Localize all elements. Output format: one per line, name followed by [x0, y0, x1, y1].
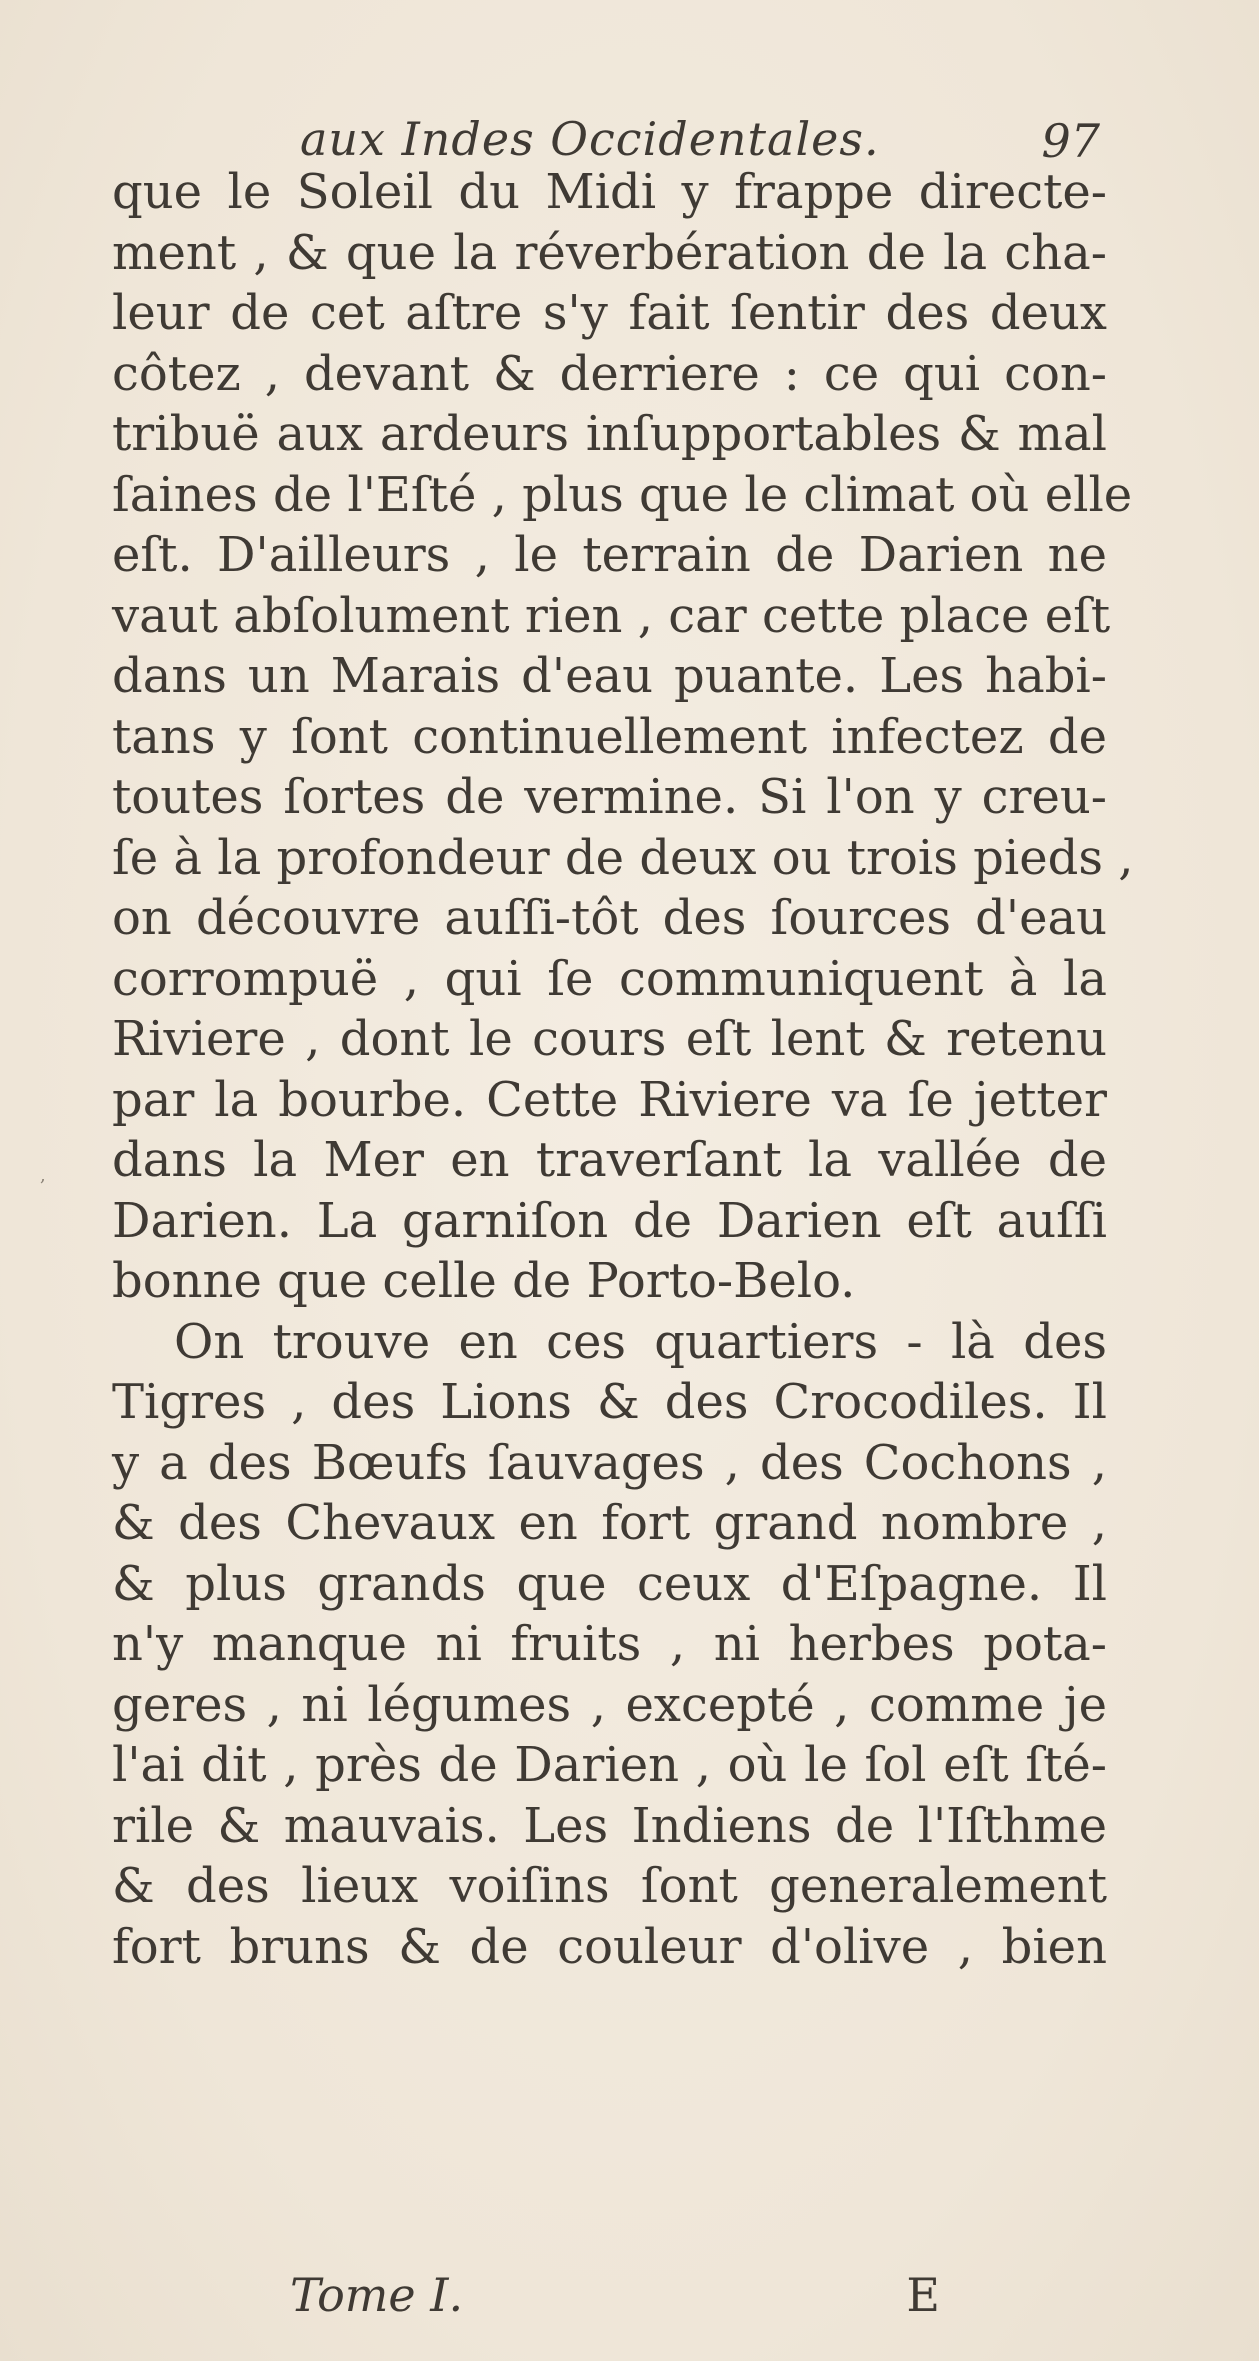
running-head: aux Indes Occidentales.: [300, 112, 880, 166]
text-line: & plus grands que ceux d'Eſpagne. Il: [112, 1555, 1107, 1612]
text-line: n'y manque ni fruits , ni herbes pota-: [112, 1616, 1107, 1672]
text-line: que le Soleil du Midi y frappe directe-: [112, 164, 1107, 220]
page-number: 97: [1041, 114, 1100, 168]
text-line: Riviere , dont le cours eſt lent & retenu: [112, 1011, 1107, 1067]
text-line: l'ai dit , près de Darien , où le ſol eſt ſté-: [112, 1737, 1107, 1793]
text-line: dans la Mer en traverſant la vallée de: [112, 1132, 1107, 1188]
text-line: geres , ni légumes , excepté , comme je: [112, 1676, 1107, 1733]
text-line: ſaines de l'Eſté , plus que le climat où elle: [112, 466, 1133, 523]
text-line: & des lieux voiſins ſont generalement: [112, 1858, 1107, 1914]
margin-mark: ,: [40, 1165, 46, 1186]
text-line: rile & mauvais. Les Indiens de l'Iſthme: [112, 1797, 1107, 1854]
text-line: eſt. D'ailleurs , le terrain de Darien ne: [112, 527, 1107, 583]
text-line: Darien. La garniſon de Darien eſt auſſi: [112, 1192, 1107, 1249]
text-line: par la bourbe. Cette Riviere va ſe jetter: [112, 1071, 1107, 1128]
text-line: vaut abſolument rien , car cette place eſt: [112, 587, 1111, 644]
text-line: corrompuë , qui ſe communiquent à la: [112, 950, 1107, 1007]
signature-mark: E: [906, 2268, 940, 2322]
text-line: fort bruns & de couleur d'olive , bien: [112, 1918, 1107, 1975]
text-line: dans un Marais d'eau puante. Les habi-: [112, 648, 1107, 704]
text-line: & des Chevaux en fort grand nombre ,: [112, 1495, 1107, 1551]
text-line: tribuë aux ardeurs inſupportables & mal: [112, 406, 1107, 462]
text-line: toutes ſortes de vermine. Si l'on y creu-: [112, 769, 1107, 825]
text-line: tans y ſont continuellement infectez de: [112, 708, 1107, 765]
text-line: ment , & que la réverbération de la cha-: [112, 224, 1107, 281]
text-line: côtez , devant & derriere : ce qui con-: [112, 345, 1107, 402]
page-footer: [290, 2268, 940, 2322]
body-text: [112, 162, 1134, 1977]
volume-mark: Tome I.: [290, 2268, 464, 2322]
text-line: On trouve en ces quartiers - là des: [174, 1313, 1107, 1370]
text-line: y a des Bœufs ſauvages , des Cochons ,: [112, 1434, 1107, 1491]
text-line: bonne que celle de Porto-Belo.: [112, 1253, 856, 1309]
text-line: Tigres , des Lions & des Crocodiles. Il: [112, 1374, 1107, 1430]
text-line: ſe à la profondeur de deux ou trois pieds ,: [112, 829, 1134, 886]
text-line: leur de cet aſtre s'y fait ſentir des deux: [112, 285, 1107, 341]
text-line: on découvre auſſi-tôt des ſources d'eau: [112, 890, 1107, 946]
